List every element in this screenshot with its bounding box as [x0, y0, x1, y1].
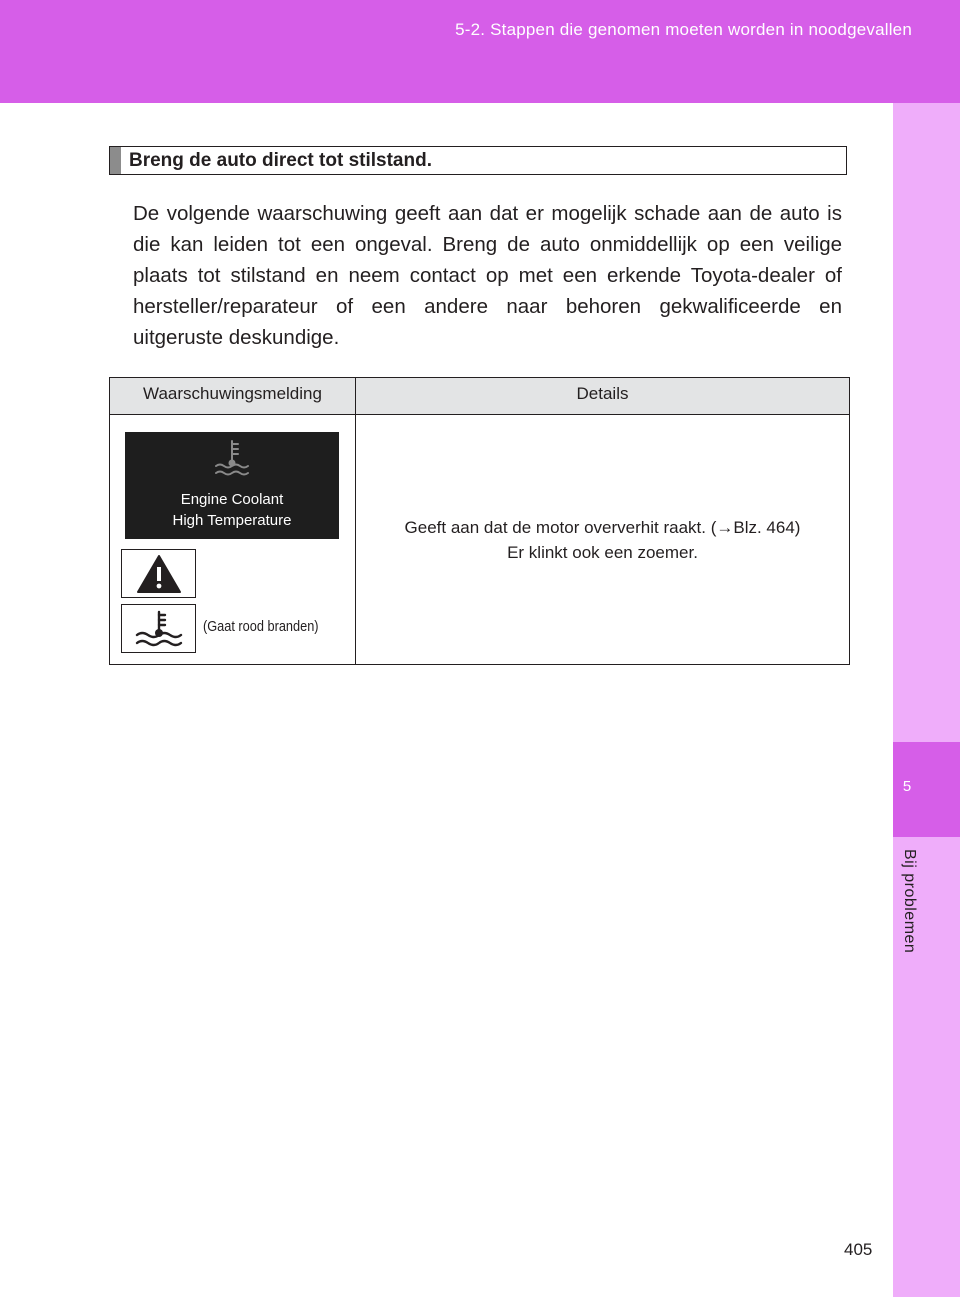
section-heading-text: Breng de auto direct tot stilstand.	[129, 149, 432, 171]
page-number: 405	[844, 1240, 873, 1259]
details-line2: Er klinkt ook een zoemer.	[507, 542, 698, 562]
coolant-temperature-lamp	[121, 604, 196, 653]
indicator-note: (Gaat rood branden)	[203, 618, 319, 635]
intro-paragraph: De volgende waarschuwing geeft aan dat er mogelijk schade aan de auto is die kan leiden tot een ongeval. Breng de auto onmiddellijk op een veilige plaats tot stilstand en neem contact op met een erkende Toyota-dealer of hersteller/reparateur of een andere naar behoren gekwalificeerde en uitgeruste deskundige.	[133, 202, 842, 349]
screen-text-line2: High Temperature	[172, 512, 292, 529]
screen-text-line1: Engine Coolant	[180, 491, 284, 508]
table-header-row	[110, 378, 850, 415]
heading-marker	[110, 147, 121, 174]
chapter-number: 5	[902, 778, 912, 795]
chapter-side-tab	[893, 103, 960, 1297]
header-band	[0, 0, 960, 103]
coolant-temperature-icon	[133, 609, 185, 649]
warning-message-cell	[110, 415, 356, 665]
details-line1: Geeft aan dat de motor oververhit raakt. (→Blz. 464)	[404, 517, 801, 537]
coolant-temperature-icon	[212, 438, 252, 480]
warning-triangle-icon	[136, 554, 182, 594]
master-warning-lamp	[121, 549, 196, 598]
display-screen	[125, 432, 339, 539]
warning-table	[109, 377, 850, 665]
column-header-details: Details	[356, 378, 850, 415]
chapter-title: Bij problemen	[901, 849, 918, 954]
column-header-message: Waarschuwingsmelding	[110, 378, 356, 415]
details-cell	[356, 415, 850, 665]
section-heading	[109, 146, 847, 175]
table-row	[110, 415, 850, 665]
breadcrumb: 5-2. Stappen die genomen moeten worden in noodgevallen	[455, 20, 912, 39]
